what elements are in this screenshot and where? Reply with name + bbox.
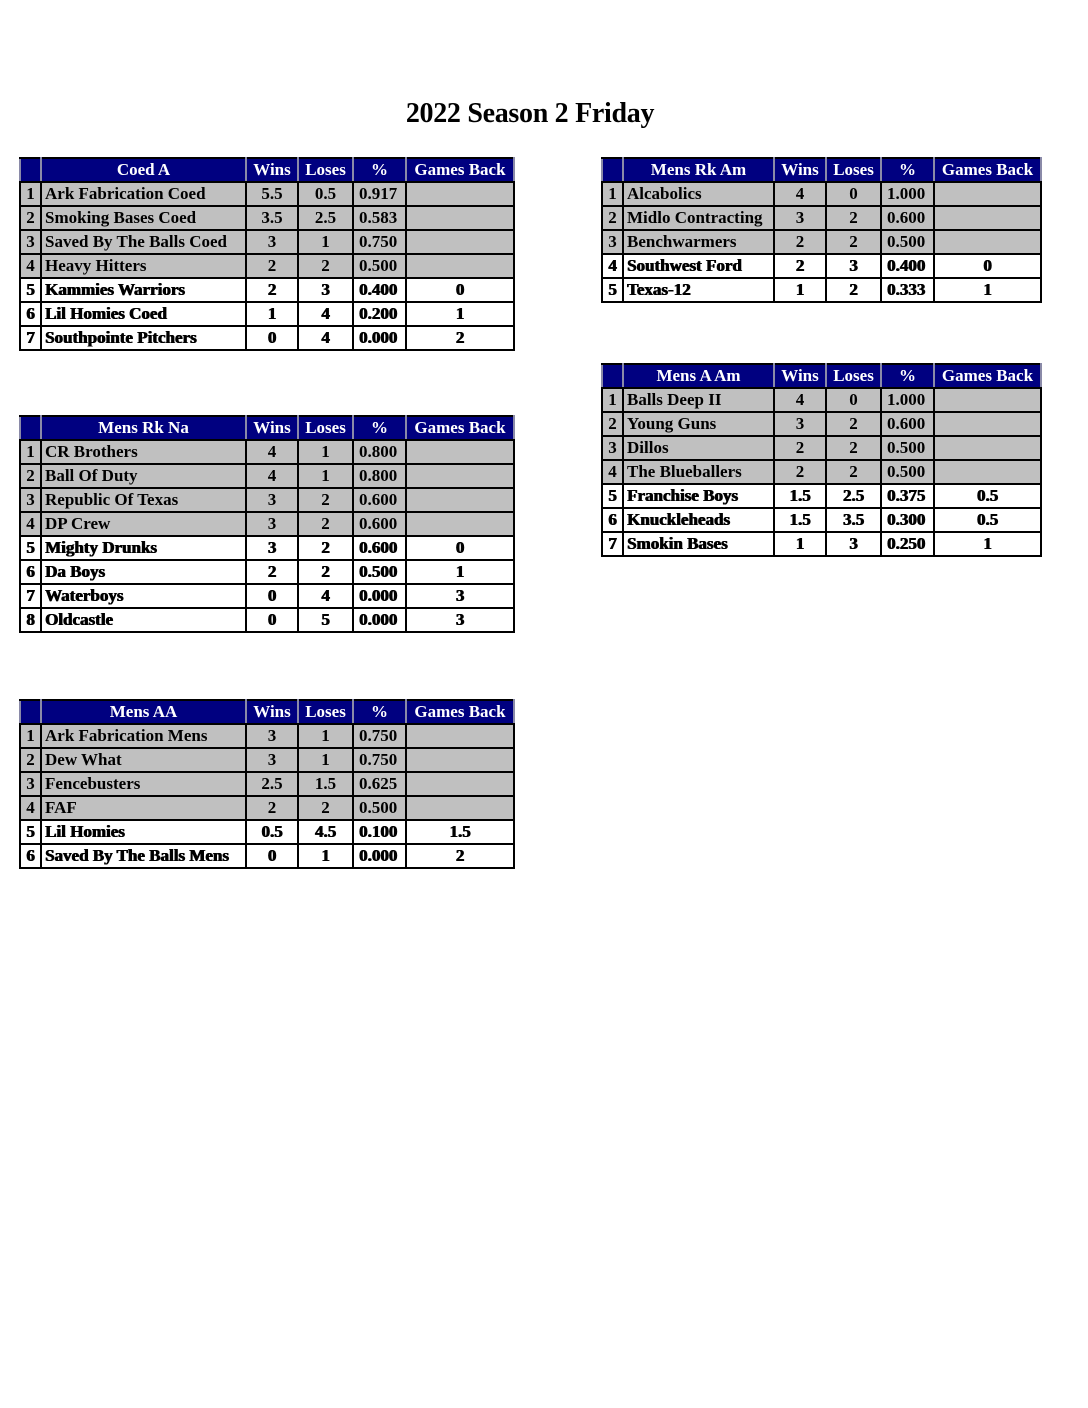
loses-cell: 1 [298, 844, 353, 868]
table-row [20, 724, 514, 748]
team-name: Southwest Ford [623, 254, 774, 278]
table-row [602, 254, 1041, 278]
table-row [602, 484, 1041, 508]
pct-cell: 0.750 [353, 724, 406, 748]
table-row [20, 796, 514, 820]
rank-cell: 3 [20, 488, 41, 512]
team-name: Mighty Drunks [41, 536, 246, 560]
team-name: FAF [41, 796, 246, 820]
team-name: The Blueballers [623, 460, 774, 484]
team-name: Republic Of Texas [41, 488, 246, 512]
rank-cell: 4 [602, 460, 623, 484]
wins-cell: 1 [246, 302, 298, 326]
wins-cell: 3 [246, 488, 298, 512]
games-back-cell: 1 [934, 278, 1041, 302]
team-name: Ball Of Duty [41, 464, 246, 488]
games-back-cell [406, 464, 514, 488]
table-row [602, 278, 1041, 302]
rank-cell: 2 [20, 748, 41, 772]
loses-cell: 0.5 [298, 182, 353, 206]
wins-cell: 3 [246, 724, 298, 748]
games-back-cell [934, 388, 1041, 412]
games-back-header: Games Back [934, 158, 1041, 182]
team-name: Alcabolics [623, 182, 774, 206]
standings-table-coed-a [19, 157, 515, 351]
division-name: Coed A [41, 158, 246, 182]
table-row [20, 440, 514, 464]
wins-cell: 1.5 [774, 508, 826, 532]
table-row [20, 608, 514, 632]
pct-header: % [353, 700, 406, 724]
games-back-cell: 1 [934, 532, 1041, 556]
wins-cell: 3.5 [246, 206, 298, 230]
wins-header: Wins [774, 158, 826, 182]
loses-cell: 2 [298, 796, 353, 820]
loses-cell: 2 [826, 206, 881, 230]
loses-cell: 2 [826, 230, 881, 254]
team-name: Saved By The Balls Mens [41, 844, 246, 868]
header-rank-cell [20, 416, 41, 440]
loses-header: Loses [826, 158, 881, 182]
rank-cell: 7 [20, 584, 41, 608]
loses-cell: 1 [298, 748, 353, 772]
team-name: Young Guns [623, 412, 774, 436]
pct-cell: 0.600 [881, 412, 934, 436]
table-row [602, 460, 1041, 484]
rank-cell: 3 [20, 230, 41, 254]
wins-cell: 3 [246, 512, 298, 536]
games-back-cell [406, 512, 514, 536]
table-row [20, 844, 514, 868]
pct-header: % [353, 158, 406, 182]
team-name: Fencebusters [41, 772, 246, 796]
loses-cell: 2 [826, 412, 881, 436]
team-name: Kammies Warriors [41, 278, 246, 302]
rank-cell: 2 [602, 412, 623, 436]
pct-cell: 0.500 [881, 460, 934, 484]
team-name: Smokin Bases [623, 532, 774, 556]
page-title: 2022 Season 2 Friday [405, 98, 655, 129]
rank-cell: 6 [20, 560, 41, 584]
header-row [20, 700, 514, 724]
loses-cell: 2 [826, 460, 881, 484]
games-back-cell: 2 [406, 844, 514, 868]
header-rank-cell [602, 364, 623, 388]
wins-cell: 2 [774, 436, 826, 460]
table-row [20, 230, 514, 254]
table-row [20, 820, 514, 844]
wins-cell: 4 [246, 464, 298, 488]
rank-cell: 1 [602, 182, 623, 206]
loses-cell: 2 [298, 254, 353, 278]
header-row [20, 158, 514, 182]
team-name: Ark Fabrication Mens [41, 724, 246, 748]
games-back-cell [406, 182, 514, 206]
loses-cell: 1 [298, 230, 353, 254]
games-back-cell: 1 [406, 302, 514, 326]
wins-cell: 3 [246, 230, 298, 254]
table-row [602, 436, 1041, 460]
rank-cell: 2 [602, 206, 623, 230]
rank-cell: 7 [602, 532, 623, 556]
pct-cell: 0.000 [353, 584, 406, 608]
rank-cell: 8 [20, 608, 41, 632]
table-row [602, 388, 1041, 412]
games-back-cell: 0 [934, 254, 1041, 278]
rank-cell: 6 [20, 302, 41, 326]
rank-cell: 5 [20, 278, 41, 302]
loses-cell: 2 [298, 512, 353, 536]
team-name: Waterboys [41, 584, 246, 608]
table-row [602, 230, 1041, 254]
rank-cell: 5 [602, 278, 623, 302]
table-row [602, 532, 1041, 556]
division-name: Mens Rk Am [623, 158, 774, 182]
team-name: Knuckleheads [623, 508, 774, 532]
wins-header: Wins [246, 158, 298, 182]
rank-cell: 6 [20, 844, 41, 868]
pct-cell: 0.750 [353, 230, 406, 254]
games-back-cell [406, 230, 514, 254]
loses-header: Loses [826, 364, 881, 388]
games-back-cell: 0 [406, 536, 514, 560]
loses-cell: 3 [826, 254, 881, 278]
pct-cell: 0.750 [353, 748, 406, 772]
loses-header: Loses [298, 416, 353, 440]
loses-cell: 4 [298, 584, 353, 608]
table-row [602, 508, 1041, 532]
wins-cell: 2 [246, 254, 298, 278]
pct-cell: 0.200 [353, 302, 406, 326]
standings-table-mens-aa [19, 699, 515, 869]
rank-cell: 1 [602, 388, 623, 412]
games-back-cell [406, 724, 514, 748]
table-row [20, 206, 514, 230]
wins-cell: 2 [246, 560, 298, 584]
table-row [20, 488, 514, 512]
games-back-header: Games Back [406, 416, 514, 440]
rank-cell: 3 [20, 772, 41, 796]
loses-cell: 2 [826, 436, 881, 460]
loses-cell: 2.5 [298, 206, 353, 230]
table-row [602, 182, 1041, 206]
loses-cell: 3 [826, 532, 881, 556]
table-row [20, 560, 514, 584]
games-back-cell [406, 206, 514, 230]
header-row [602, 364, 1041, 388]
pct-header: % [881, 364, 934, 388]
games-back-cell [406, 748, 514, 772]
loses-cell: 2 [826, 278, 881, 302]
games-back-cell: 2 [406, 326, 514, 350]
wins-cell: 0 [246, 608, 298, 632]
table-row [20, 748, 514, 772]
pct-cell: 0.600 [353, 488, 406, 512]
games-back-cell: 1.5 [406, 820, 514, 844]
loses-cell: 1 [298, 440, 353, 464]
games-back-cell [406, 440, 514, 464]
header-row [602, 158, 1041, 182]
games-back-cell: 0 [406, 278, 514, 302]
loses-cell: 2.5 [826, 484, 881, 508]
games-back-cell [406, 796, 514, 820]
pct-cell: 1.000 [881, 388, 934, 412]
standings-table-mens-a-am [601, 363, 1042, 557]
loses-cell: 1 [298, 464, 353, 488]
pct-cell: 0.625 [353, 772, 406, 796]
pct-cell: 0.100 [353, 820, 406, 844]
division-name: Mens AA [41, 700, 246, 724]
games-back-cell: 3 [406, 608, 514, 632]
rank-cell: 4 [20, 254, 41, 278]
wins-header: Wins [774, 364, 826, 388]
standings-table-mens-rk-na [19, 415, 515, 633]
rank-cell: 4 [602, 254, 623, 278]
team-name: DP Crew [41, 512, 246, 536]
loses-cell: 2 [298, 488, 353, 512]
table-row [20, 302, 514, 326]
team-name: Oldcastle [41, 608, 246, 632]
team-name: Dillos [623, 436, 774, 460]
pct-cell: 0.600 [881, 206, 934, 230]
rank-cell: 2 [20, 206, 41, 230]
header-row [20, 416, 514, 440]
team-name: Balls Deep II [623, 388, 774, 412]
loses-cell: 4 [298, 302, 353, 326]
loses-cell: 3 [298, 278, 353, 302]
pct-cell: 0.400 [353, 278, 406, 302]
games-back-cell: 0.5 [934, 484, 1041, 508]
wins-cell: 5.5 [246, 182, 298, 206]
team-name: Benchwarmers [623, 230, 774, 254]
games-back-cell [406, 488, 514, 512]
table-row [20, 326, 514, 350]
wins-cell: 0.5 [246, 820, 298, 844]
team-name: Da Boys [41, 560, 246, 584]
games-back-cell [406, 772, 514, 796]
table-row [20, 536, 514, 560]
loses-cell: 2 [298, 560, 353, 584]
rank-cell: 2 [20, 464, 41, 488]
pct-cell: 0.917 [353, 182, 406, 206]
pct-cell: 0.800 [353, 464, 406, 488]
table-row [602, 412, 1041, 436]
team-name: Lil Homies Coed [41, 302, 246, 326]
table-row [20, 182, 514, 206]
loses-cell: 4 [298, 326, 353, 350]
rank-cell: 1 [20, 182, 41, 206]
rank-cell: 7 [20, 326, 41, 350]
games-back-cell [934, 206, 1041, 230]
loses-cell: 1.5 [298, 772, 353, 796]
pct-cell: 0.500 [881, 436, 934, 460]
division-name: Mens A Am [623, 364, 774, 388]
rank-cell: 3 [602, 436, 623, 460]
header-rank-cell [602, 158, 623, 182]
games-back-header: Games Back [406, 700, 514, 724]
team-name: Midlo Contracting [623, 206, 774, 230]
games-back-cell [934, 412, 1041, 436]
rank-cell: 1 [20, 724, 41, 748]
loses-cell: 2 [298, 536, 353, 560]
wins-header: Wins [246, 700, 298, 724]
table-row [20, 772, 514, 796]
wins-cell: 3 [774, 206, 826, 230]
rank-cell: 5 [20, 820, 41, 844]
team-name: Smoking Bases Coed [41, 206, 246, 230]
team-name: CR Brothers [41, 440, 246, 464]
wins-cell: 1 [774, 278, 826, 302]
wins-cell: 2 [774, 230, 826, 254]
wins-cell: 2 [774, 460, 826, 484]
rank-cell: 4 [20, 512, 41, 536]
loses-cell: 4.5 [298, 820, 353, 844]
rank-cell: 4 [20, 796, 41, 820]
pct-header: % [353, 416, 406, 440]
games-back-cell [934, 182, 1041, 206]
header-rank-cell [20, 700, 41, 724]
pct-cell: 0.300 [881, 508, 934, 532]
wins-cell: 2 [246, 278, 298, 302]
wins-header: Wins [246, 416, 298, 440]
wins-cell: 4 [246, 440, 298, 464]
games-back-cell [406, 254, 514, 278]
games-back-cell: 0.5 [934, 508, 1041, 532]
games-back-cell: 3 [406, 584, 514, 608]
loses-header: Loses [298, 700, 353, 724]
games-back-cell [934, 460, 1041, 484]
pct-cell: 0.500 [353, 254, 406, 278]
team-name: Ark Fabrication Coed [41, 182, 246, 206]
games-back-header: Games Back [406, 158, 514, 182]
loses-cell: 1 [298, 724, 353, 748]
rank-cell: 3 [602, 230, 623, 254]
pct-cell: 0.500 [881, 230, 934, 254]
table-row [20, 584, 514, 608]
games-back-cell [934, 436, 1041, 460]
team-name: Dew What [41, 748, 246, 772]
pct-cell: 0.000 [353, 608, 406, 632]
team-name: Heavy Hitters [41, 254, 246, 278]
division-name: Mens Rk Na [41, 416, 246, 440]
pct-cell: 0.600 [353, 536, 406, 560]
pct-header: % [881, 158, 934, 182]
pct-cell: 0.333 [881, 278, 934, 302]
pct-cell: 0.500 [353, 560, 406, 584]
table-row [20, 464, 514, 488]
wins-cell: 1.5 [774, 484, 826, 508]
header-rank-cell [20, 158, 41, 182]
team-name: Southpointe Pitchers [41, 326, 246, 350]
pct-cell: 0.800 [353, 440, 406, 464]
wins-cell: 0 [246, 584, 298, 608]
standings-table-mens-rk-am [601, 157, 1042, 303]
pct-cell: 0.000 [353, 326, 406, 350]
pct-cell: 0.375 [881, 484, 934, 508]
pct-cell: 0.583 [353, 206, 406, 230]
loses-cell: 3.5 [826, 508, 881, 532]
wins-cell: 0 [246, 844, 298, 868]
loses-cell: 0 [826, 182, 881, 206]
rank-cell: 1 [20, 440, 41, 464]
team-name: Franchise Boys [623, 484, 774, 508]
pct-cell: 0.250 [881, 532, 934, 556]
wins-cell: 4 [774, 182, 826, 206]
loses-cell: 5 [298, 608, 353, 632]
table-row [20, 278, 514, 302]
table-row [20, 512, 514, 536]
wins-cell: 2 [774, 254, 826, 278]
rank-cell: 5 [20, 536, 41, 560]
wins-cell: 3 [246, 748, 298, 772]
pct-cell: 1.000 [881, 182, 934, 206]
team-name: Saved By The Balls Coed [41, 230, 246, 254]
pct-cell: 0.500 [353, 796, 406, 820]
rank-cell: 6 [602, 508, 623, 532]
table-row [602, 206, 1041, 230]
loses-cell: 0 [826, 388, 881, 412]
wins-cell: 2.5 [246, 772, 298, 796]
wins-cell: 4 [774, 388, 826, 412]
pct-cell: 0.600 [353, 512, 406, 536]
wins-cell: 3 [246, 536, 298, 560]
loses-header: Loses [298, 158, 353, 182]
wins-cell: 2 [246, 796, 298, 820]
games-back-cell: 1 [406, 560, 514, 584]
pct-cell: 0.400 [881, 254, 934, 278]
games-back-cell [934, 230, 1041, 254]
table-row [20, 254, 514, 278]
rank-cell: 5 [602, 484, 623, 508]
games-back-header: Games Back [934, 364, 1041, 388]
pct-cell: 0.000 [353, 844, 406, 868]
wins-cell: 1 [774, 532, 826, 556]
wins-cell: 0 [246, 326, 298, 350]
team-name: Lil Homies [41, 820, 246, 844]
wins-cell: 3 [774, 412, 826, 436]
team-name: Texas-12 [623, 278, 774, 302]
